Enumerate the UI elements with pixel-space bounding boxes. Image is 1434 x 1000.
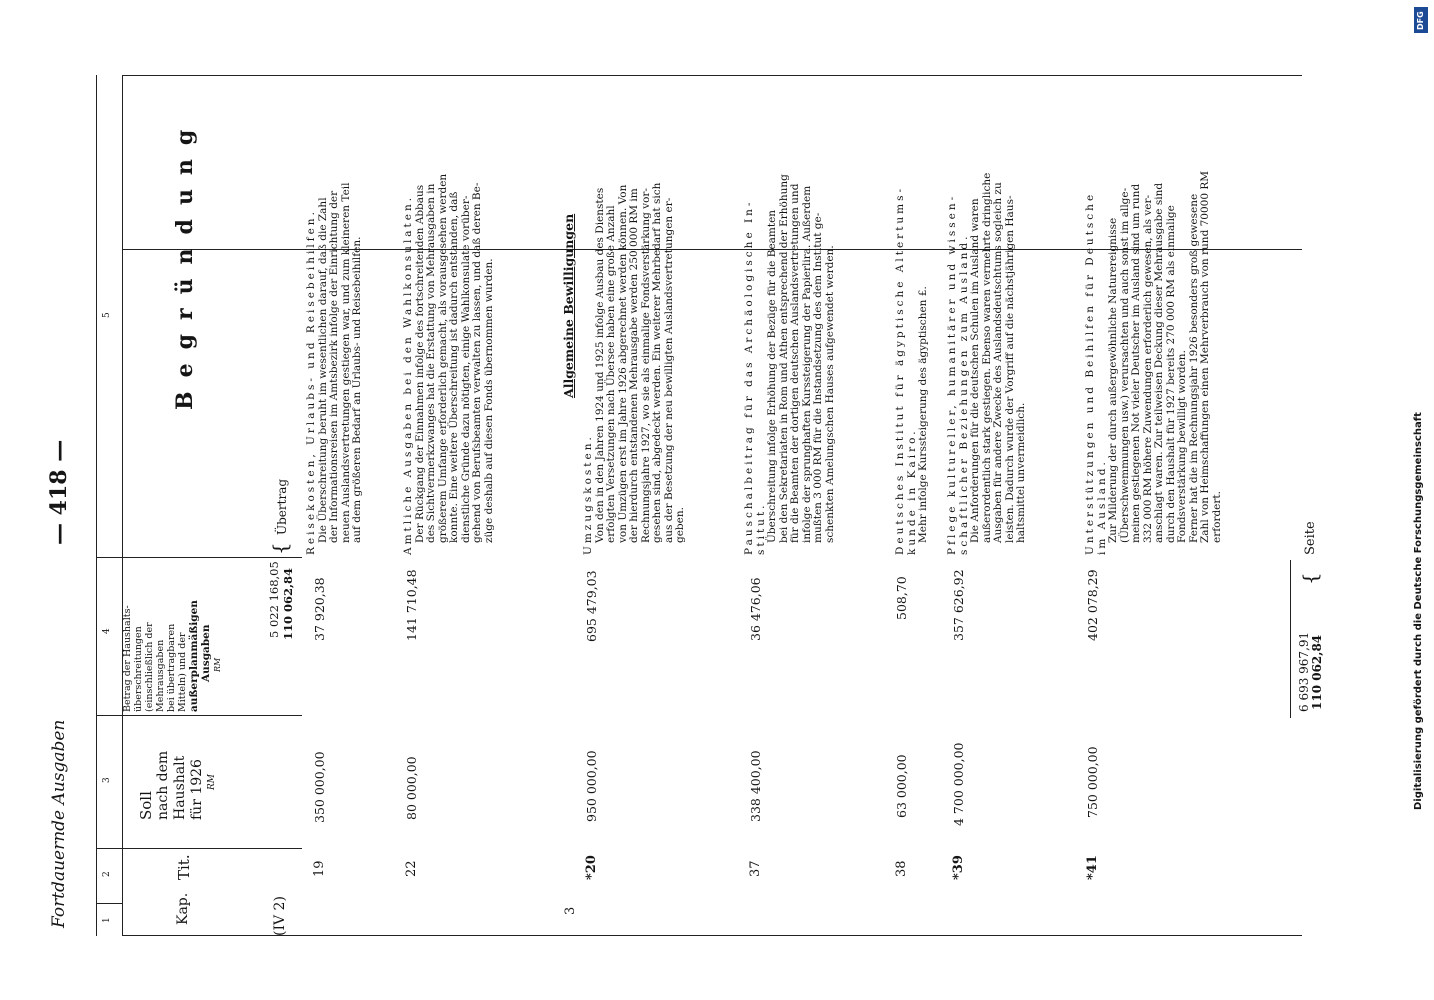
soll-38: 63 000,00 xyxy=(894,754,909,818)
text-39: Pflege kultureller, humanitärer und wissen- schaftlicher Beziehungen zum Ausland. Die Anforderungen für die deutschen Schulen im Ausland waren außerordentlich stark gestiegen. Ebenso waren vermehrte dringliche Ausgaben für andere Zwecke des Auslandsdeutschtums sogleich zu leisten. Dadurch wurde der Vorgriff auf die nächstjährigen Haus- haltsmittel unvermeidlich. xyxy=(946,172,1027,555)
betrag-22: 141 710,48 xyxy=(404,569,419,641)
digitization-note: Digitalisierung gefördert durch die Deutsche Forschungsgemeinschaft xyxy=(1413,412,1424,810)
section-heading-allgemeine: Allgemeine Bewilligungen xyxy=(561,213,576,398)
table-top-rule xyxy=(122,75,1302,76)
col-divider-2-3 xyxy=(96,715,302,716)
running-head: Fortdauernde Ausgaben xyxy=(49,719,69,928)
column-number-3: 3 xyxy=(102,777,112,783)
tit-38: 38 xyxy=(894,860,909,877)
uebertrag-label: Übertrag xyxy=(275,478,289,535)
text-37: Pauschalbeitrag für das Archäologische In- stitut. Überschreitung infolge Erhöhung der Bezüge für die Beamten bei den Sekretariaten in Rom und Athen entsprechend der Erhöhung für die Beamten der dortigen deutschen Auslandsvertretungen und infolge der sprunghaften Kurssteigerung der Papierlira. Außerdem mußten 3 000 RM für die Instandsetzung des dem Institut ge- schenkten Amelungschen Hauses aufgewendet werden. xyxy=(743,174,836,555)
seite-label: Seite xyxy=(1303,521,1318,555)
text-20: Umzugskosten. Von den in den Jahren 1924 und 1925 infolge Ausbau des Dienstes erfolgten Versetzungen nach Übersee haben eine große Anzahl von Umzügen erst im Jahre 1926 abgerechnet werden können. Von der hierdurch entstandenen Mehrausgabe werden 250 000 RM im Rechnungsjahre 1927, wo sie als einmalige Fondsverstärkung vor- gesehen sind, abgedeckt werden. Ein weiterer Mehrbedarf hat sich aus der Besetzung der neu bewilligten Auslandsvertretungen er- geben. xyxy=(582,182,686,555)
betrag-19: 37 920,38 xyxy=(312,577,327,641)
kap-iv2: (IV 2) xyxy=(272,896,288,936)
col-divider-1-2 xyxy=(96,848,302,849)
betrag-38: 508,70 xyxy=(894,576,909,620)
betrag-41: 402 078,29 xyxy=(1085,569,1100,641)
soll-41: 750 000,00 xyxy=(1085,746,1100,818)
tit-22: 22 xyxy=(404,860,419,877)
col-divider-3-4 xyxy=(96,557,302,558)
text-38: Deutsches Institut für ägyptische Altertums- kunde in Kairo. Mehr infolge Kurssteigerung des ägyptischen £. xyxy=(894,185,929,555)
column-headers-rule xyxy=(122,75,123,936)
text-22: Amtliche Ausgaben bei den Wahlkonsulaten. Der Rückgang der Einnahmen infolge des fortschreitenden Abbaus des Sichtvermerkzwanges hat die Erstattung von Mehrausgaben in größerem Umfange erforderlich gemacht, als vorausgesehen werden konnte. Eine weitere Überschreitung ist dadurch entstanden, daß dienstliche Gründe dazu nötigten, einige Wahlkonsulate vorüber- gehend von Berufsbeamten verwalten zu lassen, und daß deren Be- züge deshalb auf diesen Fonds übernommen wurden. xyxy=(402,173,495,555)
column-number-1: 1 xyxy=(102,917,112,923)
betrag-37: 36 476,06 xyxy=(748,577,763,641)
tit-41: *41 xyxy=(1085,855,1100,880)
soll-39: 4 700 000,00 xyxy=(951,742,966,826)
seite-amount-2: 110 062,84 xyxy=(1310,634,1324,710)
soll-22: 80 000,00 xyxy=(404,756,419,820)
kap-3: 3 xyxy=(563,906,578,915)
tit-39: *39 xyxy=(951,855,966,880)
betrag-20: 695 479,03 xyxy=(584,570,599,642)
uebertrag-brace: { xyxy=(268,542,292,555)
table-bottom-rule xyxy=(122,935,1302,936)
header-begruendung: Begründung xyxy=(172,115,198,410)
page-number: — 418 — xyxy=(46,439,72,545)
sum-rule xyxy=(1290,560,1291,718)
soll-19: 350 000,00 xyxy=(312,751,327,823)
uebertrag-amount-1: 5 022 168,05 xyxy=(267,561,281,638)
text-19: Reisekosten, Urlaubs- und Reisebeihilfen. Die Überschreitung beruht im wesentlichen darauf, daß die Zahl der Informationsreisen im Amtsbezirk infolge der Einrichtung der neuen Auslandsvertretungen gestiegen war, und zum kleineren Teil auf dem größeren Bedarf an Urlaubs- und Reisebeihilfen. xyxy=(305,182,363,555)
tit-20: *20 xyxy=(584,855,599,880)
seite-brace: { xyxy=(1298,572,1322,585)
dfg-logo: DFG xyxy=(1414,7,1428,33)
header-betrag: Betrag der Haushalts- überschreitungen (einschließlich der Mehrausgaben bei übertragbaren Mitteln) und der außerplanmäßigen Ausgaben RM xyxy=(122,600,222,712)
seite-amount-1: 6 693 967,91 xyxy=(1297,631,1311,712)
header-soll: Soll nach dem Haushalt für 1926 RM xyxy=(137,750,217,820)
header-tit: Tit. xyxy=(175,854,193,880)
column-numbers-rule xyxy=(96,75,97,936)
column-number-rule xyxy=(96,903,122,904)
column-number-2: 2 xyxy=(102,871,112,877)
tit-37: 37 xyxy=(748,860,763,877)
soll-37: 338 400,00 xyxy=(748,750,763,822)
column-number-4: 4 xyxy=(102,628,112,634)
uebertrag-amount-2: 110 062,84 xyxy=(281,567,295,640)
tit-19: 19 xyxy=(312,860,327,877)
text-41: Unterstützungen und Beihilfen für Deutsche im Ausland. Zur Milderung der durch außergewöhnliche Naturereignisse (Überschwemmungen usw.) verursachten und auch sonst im allge- meinen gestiegenen Not vieler Deutscher im Ausland sind um rund 332 000 RM höhere Zuwendungen erforderlich gewesen, als ver- anschlagt waren. Zur teilweisen Deckung dieser Mehrausgabe sind durch den Haushalt für 1927 bereits 270 000 RM als einmalige Fondsverstärkung bewilligt worden. Ferner hat die im Rechnungsjahr 1926 besonders groß gewesene Zahl von Heimschaffungen einen Mehrverbrauch von rund 70000 RM erfordert. xyxy=(1084,170,1223,555)
header-kap: Kap. xyxy=(175,892,191,925)
soll-20: 950 000,00 xyxy=(584,750,599,822)
column-number-5: 5 xyxy=(102,312,112,318)
betrag-39: 357 626,92 xyxy=(951,569,966,641)
